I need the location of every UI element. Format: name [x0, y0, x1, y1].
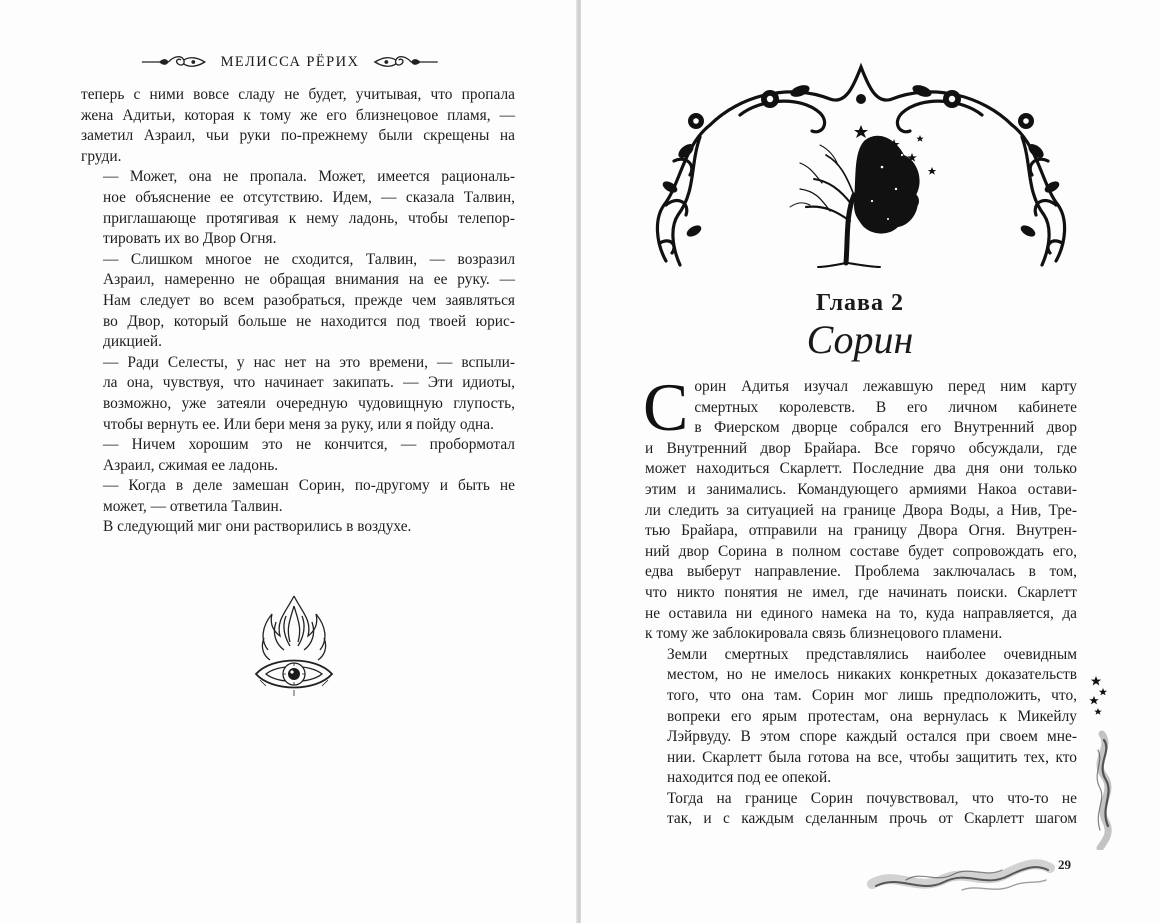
- text-line: приглашающе протягивая к нему ладонь, чтобы телепор-: [103, 209, 515, 227]
- text-line: местом, но не имелось никаких конкретных доказательств: [667, 666, 1077, 684]
- text-line: ла она, чувствуя, что начинает закипать. — Эти идиоты,: [103, 374, 515, 392]
- text-line: чтобы вернуть ее. Или бери меня за руку, или я пойду одна.: [103, 415, 494, 433]
- tree-and-vine-frame-icon: [650, 55, 1072, 273]
- text-line: так, и с каждым сделанным прочь от Скарлетт шагом: [667, 810, 1077, 828]
- page-number: 29: [1058, 857, 1071, 872]
- text-line: ли следить за ситуацией на границе Двора Воды, а Нив, Тре-: [645, 501, 1077, 519]
- text-line: возможно, уже затеяли очередную чудовищную глупость,: [103, 394, 515, 412]
- chapter-title: Сорин: [806, 317, 914, 362]
- paragraph: [81, 435, 515, 476]
- text-line: — Слишком многое не сходится, Талвин, — возразил: [103, 250, 515, 268]
- text-line: В следующий миг они растворились в воздухе.: [103, 518, 412, 536]
- text-line: Земли смертных представлялись наиболее очевидным: [667, 645, 1077, 663]
- text-line: орин Адитья изучал лежавшую перед ним карту: [694, 378, 1077, 395]
- text-line: груди.: [81, 147, 122, 165]
- text-line: дикцией.: [103, 333, 162, 351]
- text-line: в Фиерском дворце собрался его Внутренний двор: [694, 419, 1077, 437]
- text-line: жена Адитьи, которая к тому же его близнецовое пламя, —: [81, 106, 515, 124]
- text-line: тировать их во Двор Огня.: [103, 230, 277, 248]
- text-line: нии. Скарлетт была готова на все, чтобы защитить тех, кто: [667, 748, 1077, 766]
- paragraph: [81, 167, 515, 249]
- left-page: [0, 0, 578, 923]
- text-line: этим и занимались. Командующего армиями Накоа остави-: [645, 480, 1077, 498]
- scroll-flourish-icon: [140, 54, 207, 70]
- text-line: что никто понятия не имел, где начинать поиски. Скарлетт: [645, 583, 1077, 601]
- text-line: Нам следует во всем разобраться, прежде чем заявляться: [103, 291, 515, 309]
- paragraph: [81, 517, 515, 538]
- text-line: ное объяснение ее отсутствию. Идем, — сказала Талвин,: [103, 188, 515, 206]
- text-line: тью Брайара, отправили на границу Двора Огня. Внутрен-: [645, 522, 1077, 540]
- text-line: заметил Азраил, чьи руки по-прежнему были скрещены на: [81, 127, 515, 145]
- running-header: [140, 52, 440, 72]
- text-line: — Ничем хорошим это не кончится, — пробормотал: [103, 436, 515, 454]
- paragraph: [643, 369, 1077, 645]
- text-line: во Двор, который больше не находится под твоей юрис-: [103, 312, 515, 330]
- text-line: едва выберут направление. Проблема заключалась в том,: [645, 563, 1077, 581]
- text-line: вопреки его ярым протестам, она вернулась к Микейлу: [667, 707, 1077, 725]
- left-page-body: [81, 85, 515, 538]
- text-line: может, — ответила Талвин.: [103, 497, 283, 515]
- text-line: и Внутренний двор Брайара. Все горячо обсуждали, где: [645, 439, 1077, 457]
- text-line: находится под ее опекой.: [667, 769, 832, 787]
- paragraph: [645, 789, 1077, 830]
- paragraph: [81, 85, 515, 167]
- smoke-wisp-icon: [1082, 730, 1122, 850]
- paragraph: [645, 645, 1077, 789]
- text-line: к тому же заблокировала связь близнецового пламени.: [645, 625, 1003, 643]
- text-line: не оставила ни единого намека на то, куда направляется, да: [645, 604, 1077, 622]
- text-line: Азраил, сжимая ее ладонь.: [103, 456, 279, 474]
- paragraph: [81, 476, 515, 517]
- text-line: — Ради Селесты, у нас нет на это времени, — вспыли-: [103, 353, 515, 371]
- chapter-number: Глава 2: [816, 290, 904, 316]
- text-line: — Когда в деле замешан Сорин, по-другому и быть не: [103, 477, 515, 495]
- text-line: ний двор Сорина в полном составе будет сопровождать его,: [645, 542, 1077, 560]
- drop-cap: С: [643, 369, 689, 445]
- text-line: — Может, она не пропала. Может, имеется рациональ-: [103, 168, 515, 186]
- flaming-eye-icon: [246, 592, 342, 704]
- text-line: теперь с ними вовсе сладу не будет, учитывая, что пропала: [81, 86, 515, 103]
- text-line: смертных королевств. В его личном кабинете: [694, 398, 1077, 416]
- right-page-body: [643, 369, 1077, 830]
- running-header-title: МЕЛИССА РЁРИХ: [220, 53, 360, 70]
- star-cluster-icon: [1088, 674, 1110, 718]
- text-line: Лэйрвуду. В этом споре каждый остался при своем мне-: [667, 728, 1077, 746]
- text-line: того, что она там. Сорин мог лишь предположить, что,: [667, 686, 1077, 704]
- text-line: Азраил, намеренно не обращая внимания на ее руку. —: [103, 271, 515, 289]
- paragraph: [81, 353, 515, 435]
- paragraph: [81, 250, 515, 353]
- text-line: Тогда на границе Сорин почувствовал, что что-то не: [667, 789, 1077, 807]
- text-line: может находиться Скарлетт. Последние два дня они только: [645, 460, 1077, 478]
- scroll-flourish-icon: [373, 54, 440, 70]
- smoke-wisp-icon: [866, 840, 1056, 902]
